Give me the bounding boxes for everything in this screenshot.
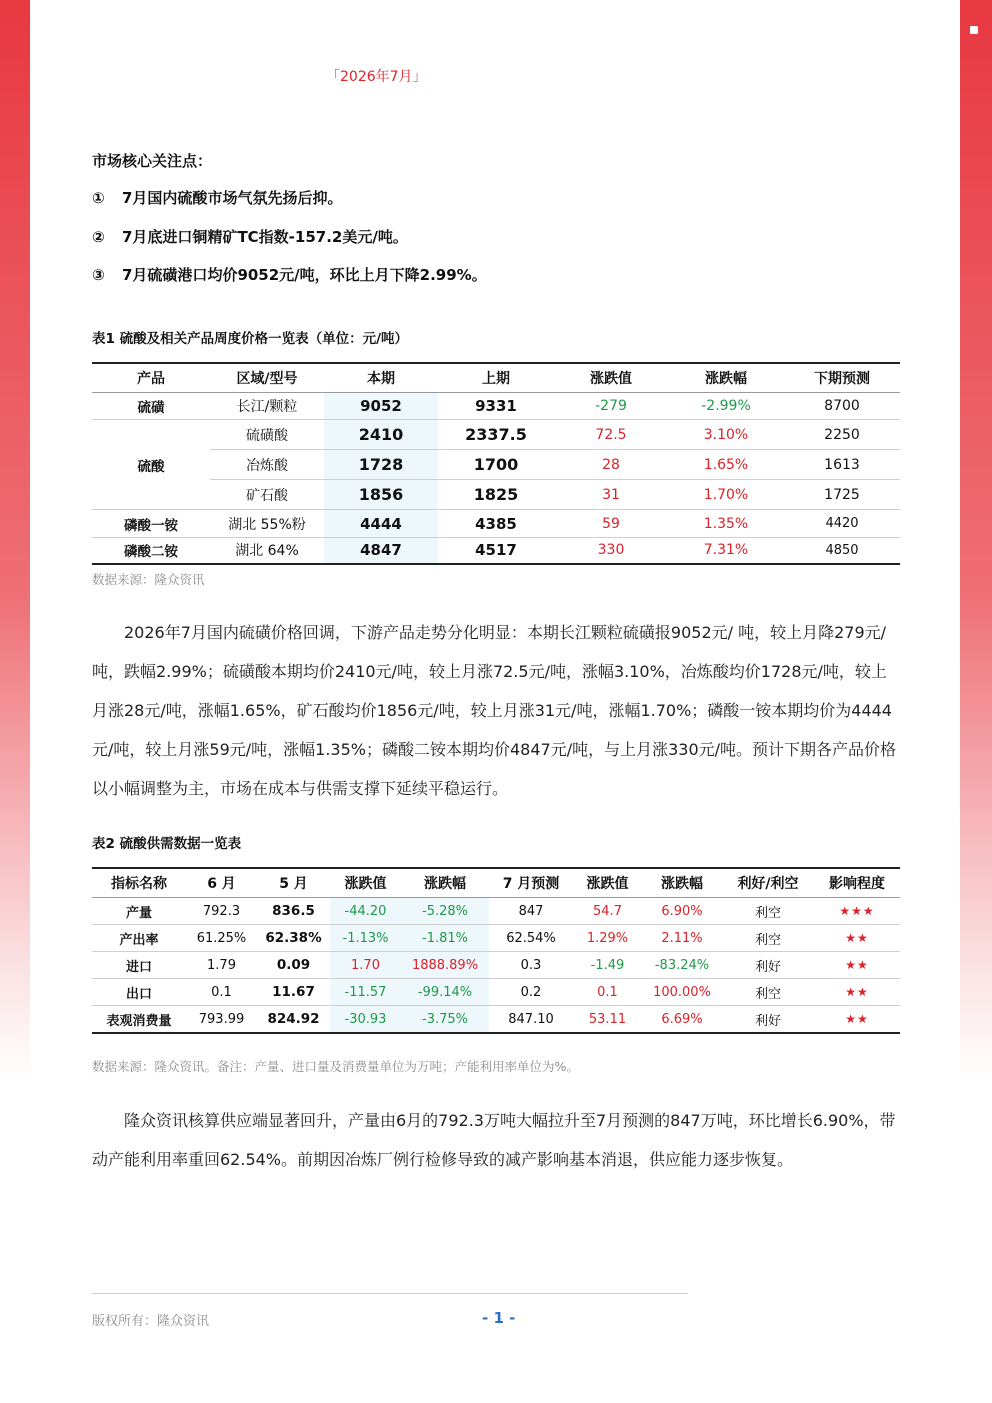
left-decorative-band xyxy=(0,0,30,1080)
key-point-number: ① xyxy=(92,189,105,207)
cell-change: 28 xyxy=(554,450,668,480)
cell-pct-2: 2.11% xyxy=(642,925,722,952)
cell-indicator: 产出率 xyxy=(92,925,186,952)
cell-current: 2410 xyxy=(324,420,438,450)
cell-pct-1: -3.75% xyxy=(401,1006,489,1034)
col-header-impact: 影响程度 xyxy=(814,868,900,898)
impact-stars-icon: ★★ xyxy=(814,925,900,952)
cell-region: 矿石酸 xyxy=(210,480,324,510)
cell-change: 330 xyxy=(597,542,625,559)
cell-july-forecast: 62.54% xyxy=(489,925,573,952)
cell-pct-1: 1888.89% xyxy=(401,952,489,979)
table2-caption: 表2 硫酸供需数据一览表 xyxy=(92,836,242,852)
key-points-title: 市场核心关注点： xyxy=(92,152,213,170)
cell-region: 长江/颗粒 xyxy=(210,393,324,420)
cell-july-forecast: 0.3 xyxy=(489,952,573,979)
cell-product: 磷酸二铵 xyxy=(124,544,178,561)
cell-may: 824.92 xyxy=(267,1011,320,1027)
cell-current: 4444 xyxy=(324,510,438,538)
footer-divider xyxy=(92,1293,688,1294)
cell-forecast: 1725 xyxy=(784,480,900,510)
cell-previous: 2337.5 xyxy=(438,420,554,450)
cell-change: 31 xyxy=(554,480,668,510)
key-point-1 xyxy=(92,187,342,208)
cell-previous: 1700 xyxy=(438,450,554,480)
cell-forecast: 8700 xyxy=(784,393,900,420)
table-row xyxy=(92,450,900,480)
price-table xyxy=(92,362,900,565)
key-point-3 xyxy=(92,264,487,285)
cell-current: 9052 xyxy=(324,393,438,420)
cell-pct: 1.65% xyxy=(668,450,784,480)
impact-stars-icon: ★★ xyxy=(814,979,900,1006)
key-point-text: 7月底进口铜精矿TC指数-157.2美元/吨。 xyxy=(122,228,408,246)
cell-indicator: 产量 xyxy=(92,898,186,925)
table1-source: 数据来源：隆众资讯 xyxy=(92,572,205,587)
cell-change: 59 xyxy=(554,510,668,538)
table-row xyxy=(92,1006,900,1034)
table-row xyxy=(92,393,900,420)
key-point-number: ② xyxy=(92,228,105,246)
cell-previous: 9331 xyxy=(438,393,554,420)
copyright-text: 版权所有：隆众资讯 xyxy=(92,1314,210,1329)
cell-previous: 1825 xyxy=(438,480,554,510)
cell-july-forecast: 847.10 xyxy=(508,1011,554,1027)
cell-pct: 3.10% xyxy=(668,420,784,450)
cell-effect: 利好 xyxy=(754,1013,781,1029)
table-row xyxy=(92,952,900,979)
table-row xyxy=(92,898,900,925)
cell-change-1: -44.20 xyxy=(330,898,401,925)
cell-june: 1.79 xyxy=(186,952,257,979)
cell-forecast: 1613 xyxy=(784,450,900,480)
col-header-current: 本期 xyxy=(324,363,438,393)
cell-effect: 利空 xyxy=(722,898,814,925)
col-header-pct: 涨跌幅 xyxy=(668,363,784,393)
cell-change-1: -1.13% xyxy=(330,925,401,952)
cell-change-2: 1.29% xyxy=(573,925,642,952)
cell-effect: 利好 xyxy=(722,952,814,979)
cell-june: 61.25% xyxy=(186,925,257,952)
table1-caption: 表1 硫酸及相关产品周度价格一览表（单位：元/吨） xyxy=(92,331,409,347)
col-header-indicator: 指标名称 xyxy=(92,868,186,898)
cell-effect: 利空 xyxy=(722,925,814,952)
table-row xyxy=(92,420,900,450)
key-point-text: 7月硫磺港口均价9052元/吨，环比上月下降2.99%。 xyxy=(122,266,487,284)
cell-june: 793.99 xyxy=(198,1011,245,1027)
col-header-previous: 上期 xyxy=(438,363,554,393)
key-point-number: ③ xyxy=(92,266,105,284)
col-header-effect: 利好/利空 xyxy=(722,868,814,898)
cell-current: 1728 xyxy=(324,450,438,480)
key-point-text: 7月国内硫酸市场气氛先扬后抑。 xyxy=(122,189,343,207)
col-header-change-2: 涨跌值 xyxy=(573,868,642,898)
cell-change-2: -1.49 xyxy=(573,952,642,979)
cell-product: 硫酸 xyxy=(92,420,210,510)
cell-indicator: 出口 xyxy=(92,979,186,1006)
cell-region: 湖北 64% xyxy=(235,543,299,560)
cell-pct-2: 6.69% xyxy=(661,1011,703,1027)
right-decorative-band xyxy=(960,0,992,1080)
analysis-paragraph-2: 隆众资讯核算供应端显著回升，产量由6月的792.3万吨大幅拉升至7月预测的847万吨，环比增长6.90%，带动产能利用率重回62.54%。前期因冶炼厂例行检修导致的减产影响基本消退，供应能力逐步恢复。 xyxy=(92,1111,896,1169)
cell-may: 0.09 xyxy=(257,952,330,979)
cell-change-2: 53.11 xyxy=(588,1011,627,1027)
impact-stars-icon: ★★ xyxy=(814,952,900,979)
cell-pct: 7.31% xyxy=(703,542,749,559)
cell-forecast: 2250 xyxy=(784,420,900,450)
table-header-row xyxy=(92,363,900,393)
col-header-forecast: 下期预测 xyxy=(784,363,900,393)
table-row xyxy=(92,480,900,510)
cell-may: 11.67 xyxy=(257,979,330,1006)
table-row xyxy=(92,925,900,952)
cell-july-forecast: 847 xyxy=(489,898,573,925)
table-header-row xyxy=(92,868,900,898)
cell-pct-2: 6.90% xyxy=(642,898,722,925)
analysis-paragraph-1: 2026年7月国内硫磺价格回调，下游产品走势分化明显：本期长江颗粒硫磺报9052元/ 吨，较上月降279元/吨，跌幅2.99%；硫磺酸本期均价2410元/吨，较上月涨72.5元/吨，涨幅3.10%，冶炼酸均价1728元/吨，较上月涨28元/吨，涨幅1.65%，矿石酸均价1856元/吨，较上月涨31元/吨，涨幅1.70%；磷酸一铵本期均价为4444元/吨，较上月涨59元/吨，涨幅1.35%；磷酸二铵本期均价4847元/吨，与上月涨330元/吨。预计下期各产品价格以小幅调整为主，市场在成本与供需支撑下延续平稳运行。 xyxy=(92,623,897,798)
cell-pct: -2.99% xyxy=(668,393,784,420)
cell-forecast: 4850 xyxy=(825,542,859,558)
table2-source: 数据来源：隆众资讯。备注：产量、进口量及消费量单位为万吨；产能利用率单位为%。 xyxy=(92,1059,579,1074)
cell-region: 冶炼酸 xyxy=(210,450,324,480)
cell-may: 62.38% xyxy=(257,925,330,952)
impact-stars-icon: ★★★ xyxy=(814,898,900,925)
col-header-pct-2: 涨跌幅 xyxy=(642,868,722,898)
cell-previous: 4385 xyxy=(438,510,554,538)
col-header-pct-1: 涨跌幅 xyxy=(401,868,489,898)
cell-change-1: 1.70 xyxy=(330,952,401,979)
col-header-change-1: 涨跌值 xyxy=(330,868,401,898)
cell-change: 72.5 xyxy=(554,420,668,450)
cell-pct: 1.70% xyxy=(668,480,784,510)
col-header-region: 区域/型号 xyxy=(210,363,324,393)
table-row xyxy=(92,538,900,564)
key-point-2 xyxy=(92,226,408,247)
impact-stars-icon: ★★ xyxy=(845,1012,869,1026)
col-header-july-forecast: 7 月预测 xyxy=(489,868,573,898)
cell-change: -279 xyxy=(554,393,668,420)
col-header-change: 涨跌值 xyxy=(554,363,668,393)
cell-june: 792.3 xyxy=(186,898,257,925)
cell-indicator: 进口 xyxy=(92,952,186,979)
cell-region: 硫磺酸 xyxy=(210,420,324,450)
cell-pct-2: 100.00% xyxy=(642,979,722,1006)
cell-current: 4847 xyxy=(324,538,438,564)
cell-product: 磷酸一铵 xyxy=(92,510,210,538)
cell-previous: 4517 xyxy=(475,541,517,560)
table-row xyxy=(92,979,900,1006)
cell-july-forecast: 0.2 xyxy=(489,979,573,1006)
cell-effect: 利空 xyxy=(722,979,814,1006)
cell-pct-1: -1.81% xyxy=(401,925,489,952)
cell-may: 836.5 xyxy=(257,898,330,925)
supply-demand-table xyxy=(92,867,900,1034)
cell-change-1: -11.57 xyxy=(330,979,401,1006)
cell-change-2: 0.1 xyxy=(573,979,642,1006)
col-header-may: 5 月 xyxy=(257,868,330,898)
cell-indicator: 表观消费量 xyxy=(106,1013,172,1029)
cell-forecast: 4420 xyxy=(784,510,900,538)
table-row xyxy=(92,510,900,538)
col-header-product: 产品 xyxy=(92,363,210,393)
col-header-june: 6 月 xyxy=(186,868,257,898)
cell-change-2: 54.7 xyxy=(573,898,642,925)
cell-current: 1856 xyxy=(324,480,438,510)
cell-pct-1: -5.28% xyxy=(401,898,489,925)
cell-product: 硫磺 xyxy=(92,393,210,420)
report-date: 「2026年7月」 xyxy=(326,69,427,85)
cell-pct: 1.35% xyxy=(668,510,784,538)
page-number: - 1 - xyxy=(482,1309,516,1327)
cell-region: 湖北 55%粉 xyxy=(210,510,324,538)
cell-june: 0.1 xyxy=(186,979,257,1006)
cell-pct-1: -99.14% xyxy=(401,979,489,1006)
cell-change-1: -30.93 xyxy=(330,1006,401,1034)
corner-square-icon xyxy=(970,26,978,34)
cell-pct-2: -83.24% xyxy=(642,952,722,979)
